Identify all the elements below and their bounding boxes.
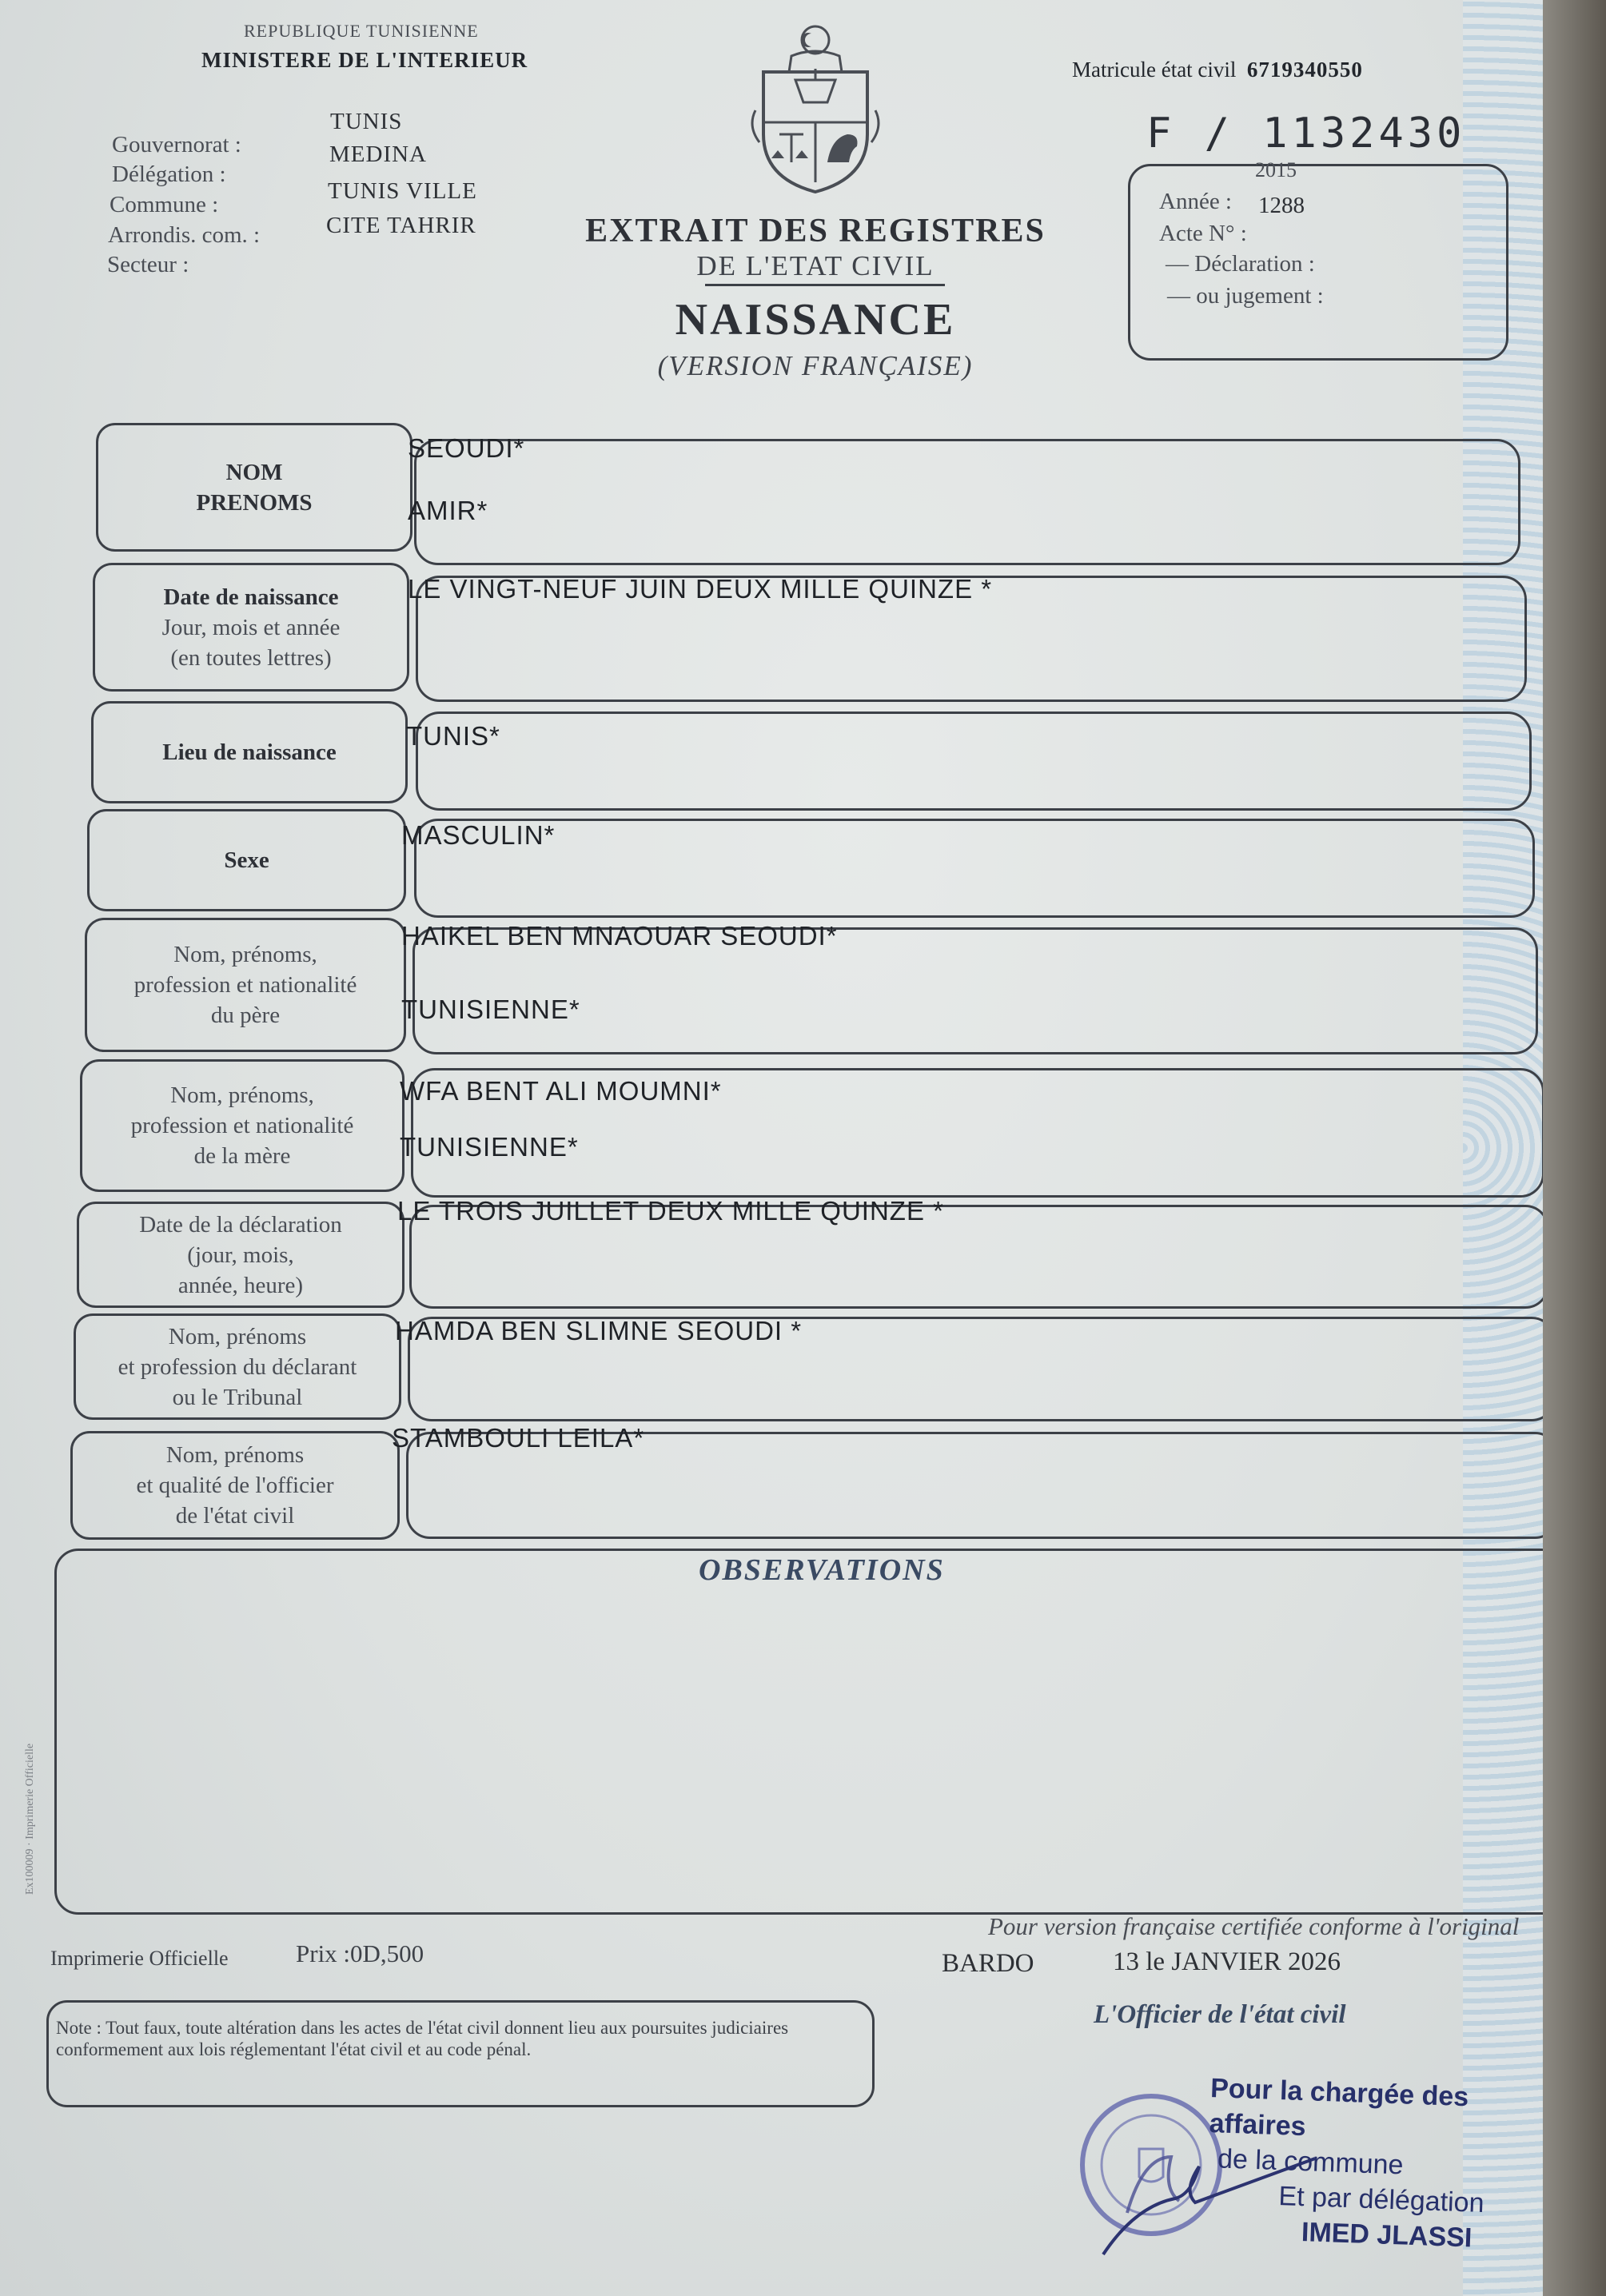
ministere-text: MINISTERE DE L'INTERIEUR <box>201 48 528 72</box>
declaration-label: — Déclaration : <box>1166 251 1315 277</box>
stamp-line-2: de la commune <box>1217 2143 1405 2181</box>
label-toutes-lettres: (en toutes lettres) <box>170 644 332 671</box>
matricule <box>1072 58 1363 82</box>
row-label-declarant <box>74 1313 401 1420</box>
value-sexe: MASCULIN* <box>401 820 556 850</box>
title-version: (VERSION FRANÇAISE) <box>657 350 974 381</box>
title-naissance: NAISSANCE <box>675 295 956 345</box>
row-value-nom-prenoms <box>414 439 1520 565</box>
year-stamp: 2015 <box>1255 158 1297 181</box>
label-pere-nom: Nom, prénoms, <box>173 942 317 967</box>
label-annee-heure: année, heure) <box>177 1272 304 1298</box>
location-label-commune: Commune : <box>110 192 219 217</box>
title-etat-civil: DE L'ETAT CIVIL <box>696 250 935 281</box>
label-mere-de-la-mere: de la mère <box>193 1143 291 1169</box>
value-officier: STAMBOULI LEILA* <box>392 1423 645 1453</box>
label-jour-mois: (jour, mois, <box>187 1242 294 1268</box>
label-pere-du-pere: du père <box>210 1003 281 1028</box>
f-number: F / 1132430 <box>1146 110 1466 157</box>
value-declarant: HAMDA BEN SLIMNE SEOUDI * <box>395 1316 803 1345</box>
stamp-line-3: Et par délégation <box>1277 2181 1485 2219</box>
certified-text: Pour version française certifiée conforme à l'original <box>988 1912 1520 1940</box>
location-value-gouvernorat: TUNIS <box>330 109 403 134</box>
label-mere-profession: profession et nationalité <box>130 1113 354 1138</box>
acte-label: Acte N° : <box>1159 221 1247 246</box>
label-officier-nom: Nom, prénoms <box>165 1442 305 1468</box>
stamp-text <box>1205 2071 1542 2258</box>
value-prenoms: AMIR* <box>408 496 488 525</box>
value-lieu-naissance: TUNIS* <box>406 721 500 751</box>
location-label-secteur: Secteur : <box>107 252 189 277</box>
label-nom: NOM <box>225 459 283 485</box>
annee-value: 1288 <box>1258 193 1305 218</box>
row-label-date-naissance <box>93 563 409 692</box>
title-underline <box>705 284 945 286</box>
label-prenoms: PRENOMS <box>196 489 313 516</box>
imprimerie-text: Imprimerie Officielle <box>50 1947 229 1970</box>
label-date-declaration: Date de la déclaration <box>139 1211 342 1238</box>
row-label-lieu-naissance <box>91 701 408 803</box>
observations-title: OBSERVATIONS <box>699 1553 945 1587</box>
background-surface <box>1543 0 1606 2296</box>
value-date-naissance: LE VINGT-NEUF JUIN DEUX MILLE QUINZE * <box>408 574 993 604</box>
row-value-lieu-naissance <box>416 712 1532 811</box>
value-mere-nom: WFA BENT ALI MOUMNI* <box>400 1076 722 1106</box>
location-value-delegation: MEDINA <box>329 142 427 167</box>
label-mere-nom: Nom, prénoms, <box>170 1082 314 1108</box>
label-sexe: Sexe <box>224 847 269 873</box>
side-printer-code: Ex100009 · Imprimerie Officielle <box>24 1743 36 1895</box>
matricule-label: Matricule état civil <box>1072 58 1237 82</box>
location-value-arrondissement: CITE TAHRIR <box>326 213 476 238</box>
label-etat-civil: de l'état civil <box>175 1503 295 1529</box>
officer-title: L'Officier de l'état civil <box>1094 2000 1346 2029</box>
value-date-declaration: LE TROIS JUILLET DEUX MILLE QUINZE * <box>397 1196 944 1226</box>
note-text: Note : Tout faux, toute altération dans les actes de l'état civil donnent lieu aux poursuites judiciaires conformement aux lois réglementant l'état civil et au code pénal. <box>56 2018 789 2059</box>
value-pere-nationalite: TUNISIENNE* <box>401 995 580 1024</box>
republique-text: REPUBLIQUE TUNISIENNE <box>244 21 479 41</box>
label-lieu-naissance: Lieu de naissance <box>162 739 337 765</box>
tunisia-coat-of-arms-icon <box>747 22 883 194</box>
location-label-delegation: Délégation : <box>112 161 226 187</box>
stamp-line-4: IMED JLASSI <box>1301 2217 1473 2254</box>
annee-label: Année : <box>1159 189 1232 214</box>
location-label-arrondissement: Arrondis. com. : <box>108 222 261 248</box>
row-label-officier <box>70 1431 400 1540</box>
label-pere-profession: profession et nationalité <box>134 972 357 998</box>
title-extrait: EXTRAIT DES REGISTRES <box>585 213 1046 249</box>
jugement-label: — ou jugement : <box>1167 283 1324 309</box>
row-label-date-declaration <box>77 1202 404 1308</box>
place-text: BARDO <box>942 1949 1034 1978</box>
value-nom: SEOUDI* <box>408 433 525 463</box>
row-label-mere <box>80 1059 404 1192</box>
label-declarant-profession: et profession du déclarant <box>118 1353 357 1380</box>
label-declarant-nom: Nom, prénoms <box>168 1323 307 1349</box>
label-date-naissance: Date de naissance <box>163 584 339 610</box>
label-officier-qualite: et qualité de l'officier <box>136 1473 334 1498</box>
date-text: 13 le JANVIER 2026 <box>1113 1947 1341 1976</box>
value-pere-nom: HAIKEL BEN MNAOUAR SEOUDI* <box>401 921 838 951</box>
value-mere-nationalite: TUNISIENNE* <box>400 1132 579 1162</box>
row-label-sexe <box>87 809 406 911</box>
observations-box <box>54 1549 1575 1915</box>
row-value-sexe <box>414 819 1535 918</box>
stamp-line-1: Pour la chargée des affaires <box>1209 2072 1469 2143</box>
row-label-nom-prenoms <box>96 423 412 552</box>
label-tribunal: ou le Tribunal <box>172 1384 303 1410</box>
label-jour-mois-annee: Jour, mois et année <box>161 614 341 640</box>
prix-text: Prix :0D,500 <box>296 1939 424 1967</box>
location-label-gouvernorat: Gouvernorat : <box>112 132 241 157</box>
location-value-commune: TUNIS VILLE <box>328 178 477 204</box>
matricule-value: 6719340550 <box>1246 58 1363 82</box>
row-label-pere <box>85 918 406 1052</box>
